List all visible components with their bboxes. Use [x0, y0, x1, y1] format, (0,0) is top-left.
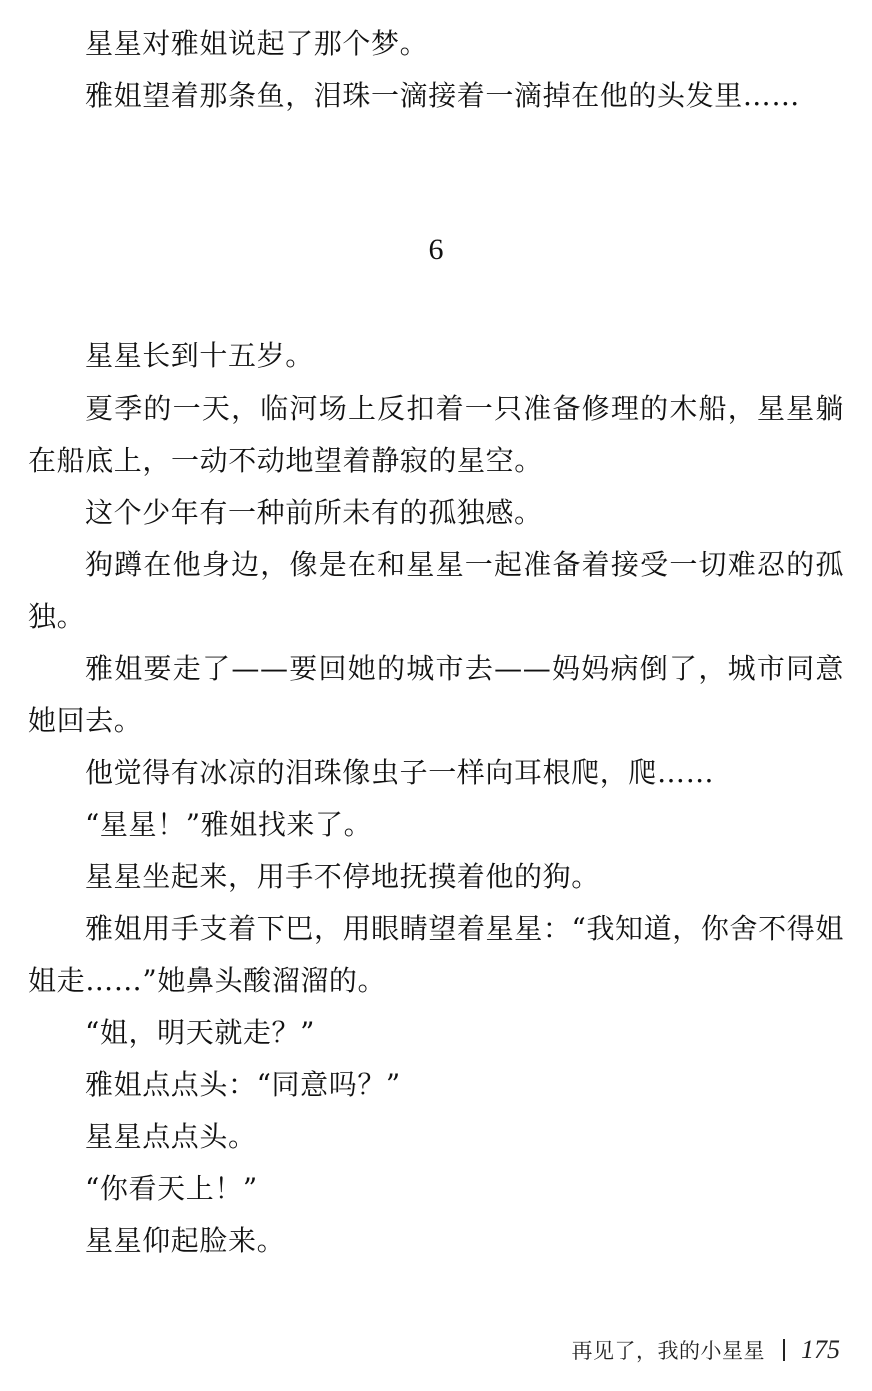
paragraph: 夏季的一天，临河场上反扣着一只准备修理的木船，星星躺在船底上，一动不动地望着静寂的星空。	[28, 392, 844, 477]
page-number: 175	[801, 1335, 840, 1364]
page-footer	[572, 1330, 841, 1370]
paragraph: 星星坐起来，用手不停地抚摸着他的狗。	[85, 860, 600, 893]
section-number: 6	[428, 233, 444, 266]
paragraph: “你看天上！”	[85, 1172, 258, 1205]
running-title: 再见了，我的小星星	[571, 1339, 765, 1363]
paragraph: 雅姐要走了——要回她的城市去——妈妈病倒了，城市同意她回去。	[28, 652, 844, 737]
paragraph: 星星长到十五岁。	[85, 339, 314, 372]
paragraph: 星星点点头。	[85, 1120, 257, 1153]
paragraph: “姐，明天就走？”	[85, 1016, 316, 1049]
paragraph: 星星仰起脸来。	[85, 1224, 286, 1257]
paragraph: 狗蹲在他身边，像是在和星星一起准备着接受一切难忍的孤独。	[28, 548, 844, 633]
paragraph: 雅姐望着那条鱼，泪珠一滴接着一滴掉在他的头发里……	[85, 79, 801, 112]
paragraph: 这个少年有一种前所未有的孤独感。	[85, 496, 543, 529]
paragraph: 他觉得有冰凉的泪珠像虫子一样向耳根爬，爬……	[85, 756, 715, 789]
footer-divider	[783, 1339, 785, 1361]
paragraph: 星星对雅姐说起了那个梦。	[85, 27, 429, 60]
paragraph: 雅姐点点头：“同意吗？”	[85, 1068, 401, 1101]
paragraph: “星星！”雅姐找来了。	[85, 808, 373, 841]
paragraph: 雅姐用手支着下巴，用眼睛望着星星：“我知道，你舍不得姐姐走……”她鼻头酸溜溜的。	[28, 912, 844, 997]
